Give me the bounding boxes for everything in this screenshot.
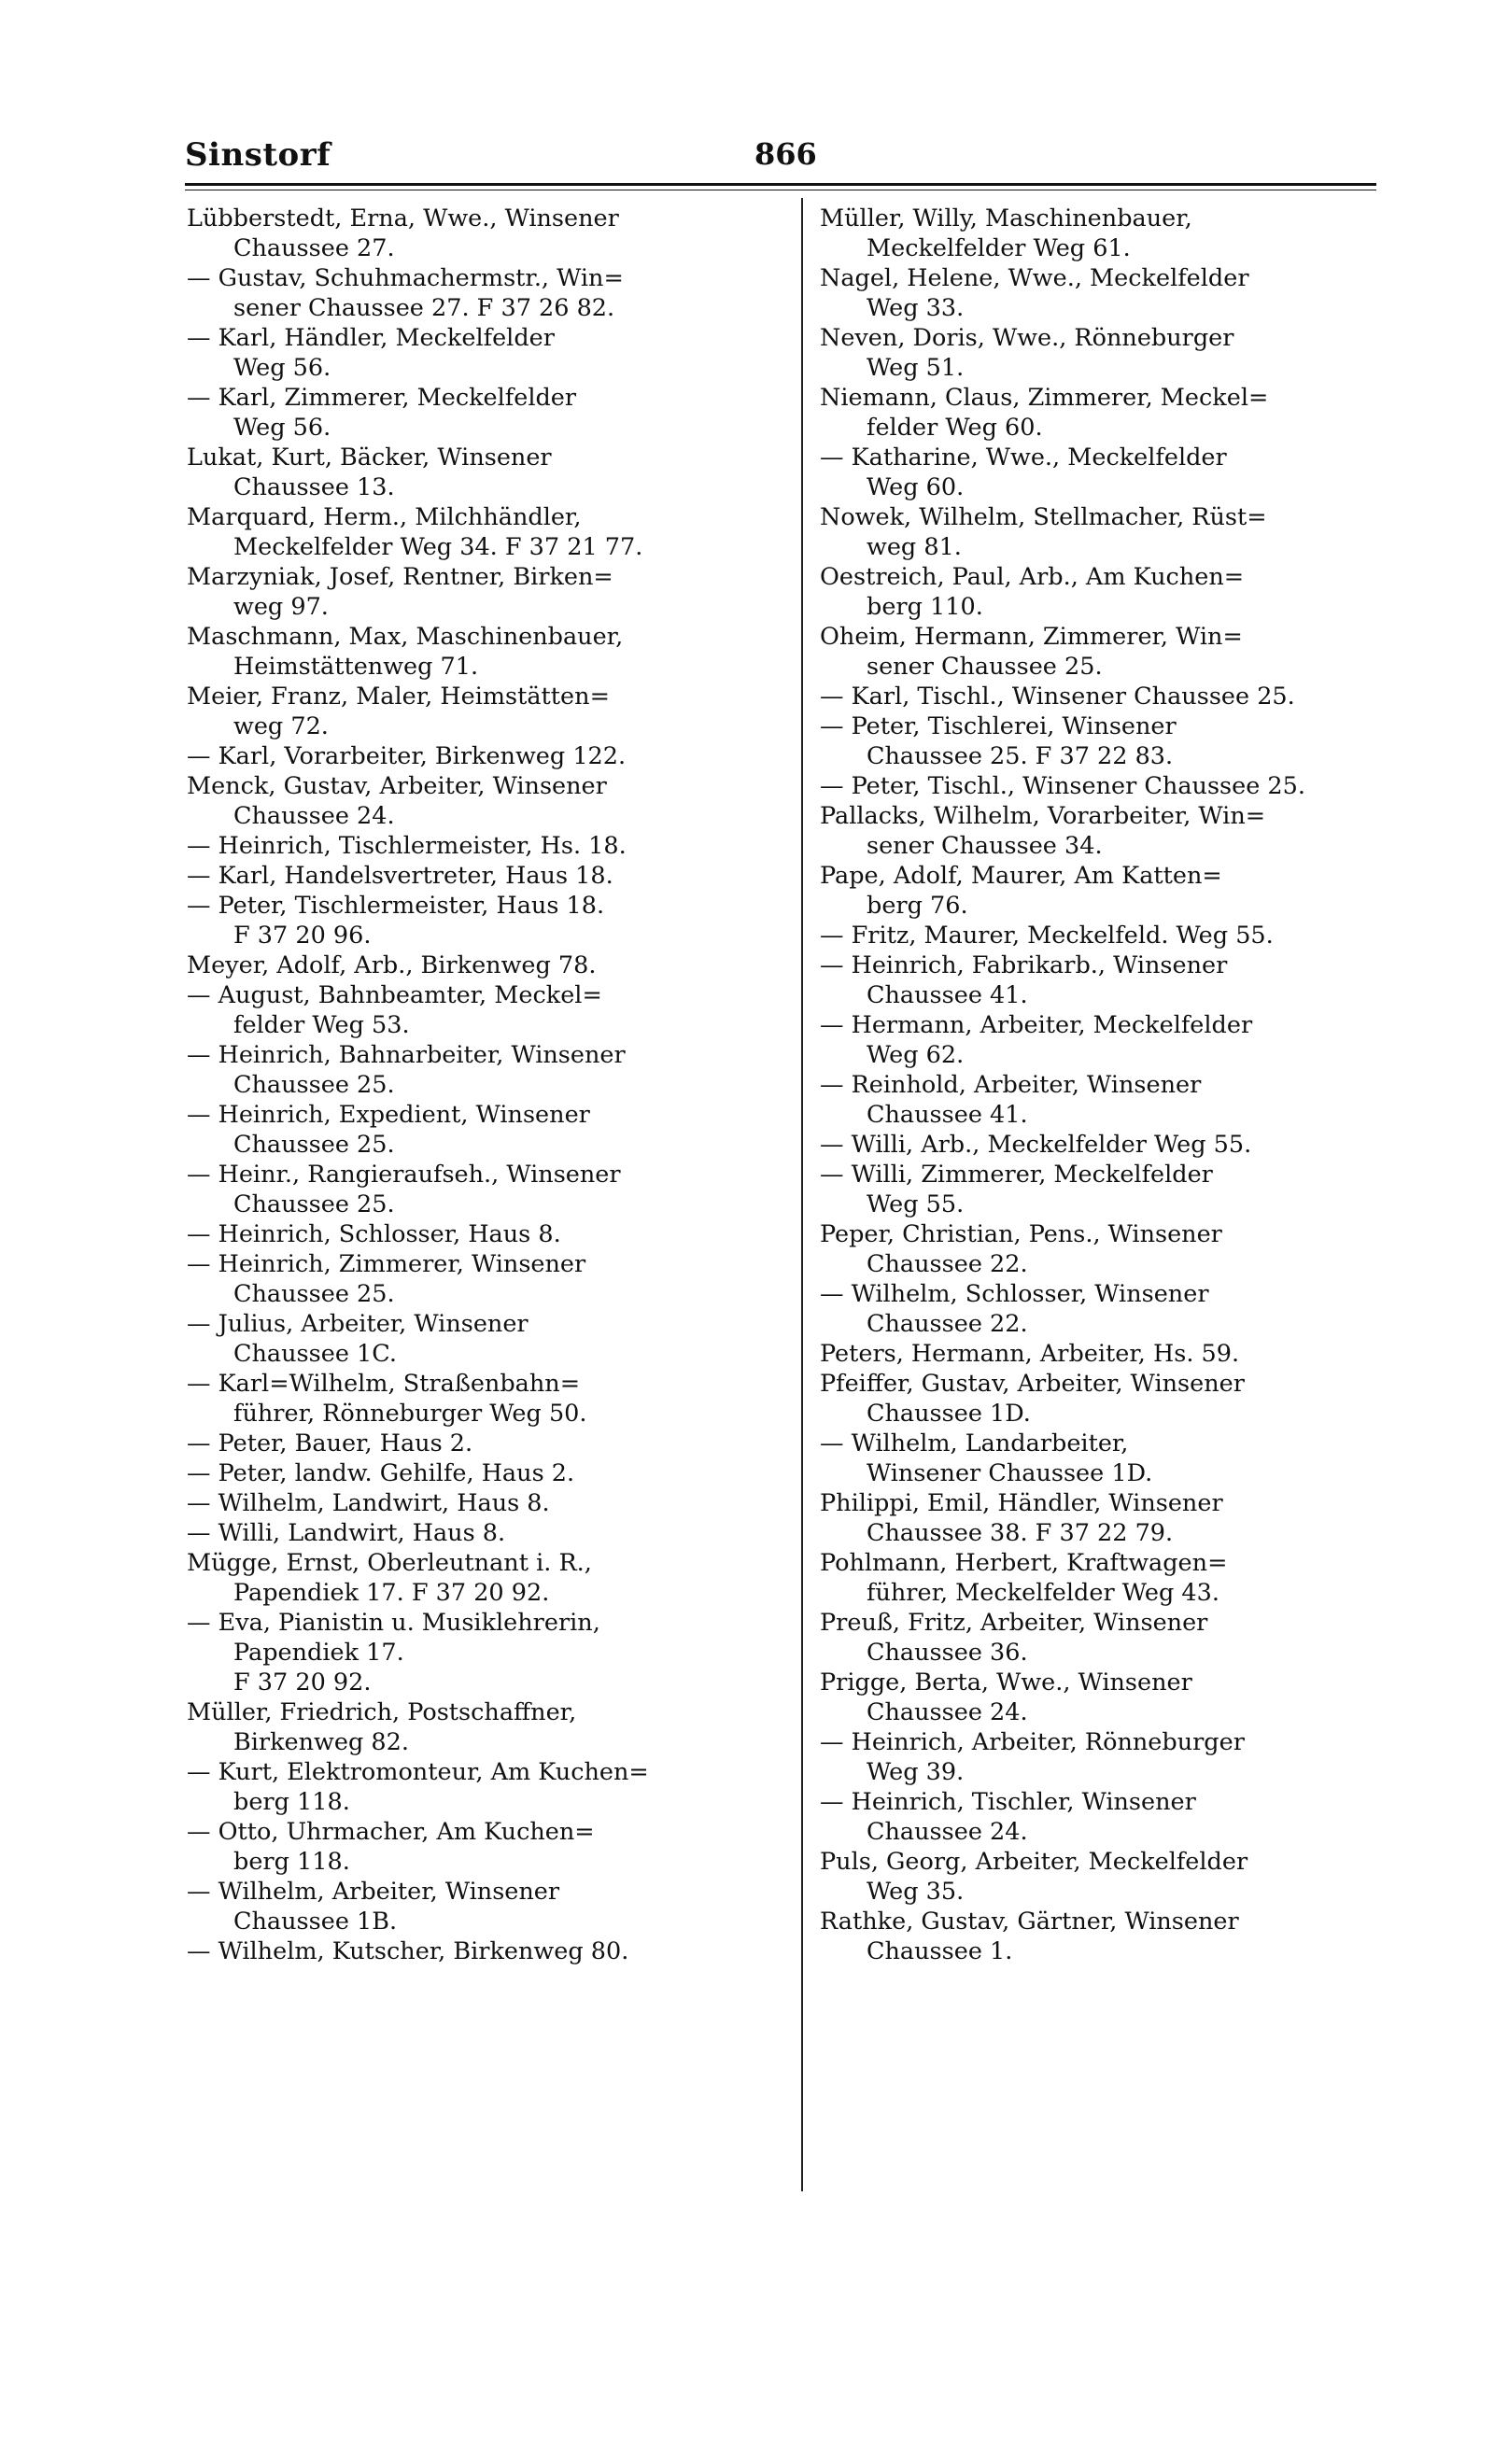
page-number: 866 [754, 136, 817, 172]
header-rule-thick [185, 183, 1376, 186]
directory-entry [187, 682, 784, 741]
entry-line: Preuß, Fritz, Arbeiter, Winsener [820, 1609, 1208, 1637]
directory-entry [820, 562, 1378, 622]
entry-line: Pohlmann, Herbert, Kraftwagen= [820, 1549, 1228, 1577]
entry-continuation-line: berg 76. [867, 892, 968, 920]
directory-entry [187, 1877, 784, 1936]
entry-line: — Heinrich, Tischlermeister, Hs. 18. [187, 832, 627, 860]
entry-continuation-line: Chaussee 24. [233, 802, 395, 830]
entry-line: — Katharine, Wwe., Meckelfelder [820, 444, 1227, 472]
directory-entry [187, 1608, 784, 1697]
entry-continuation-line: Weg 39. [867, 1758, 965, 1786]
entry-continuation-line: Chaussee 13. [233, 473, 395, 501]
entry-continuation-line: Chaussee 41. [867, 981, 1028, 1009]
directory-entry [820, 1010, 1378, 1070]
directory-entry [820, 771, 1378, 801]
directory-entry [820, 1070, 1378, 1130]
entry-line: — Wilhelm, Landarbeiter, [820, 1429, 1129, 1457]
entry-line: Puls, Georg, Arbeiter, Meckelfelder [820, 1848, 1248, 1876]
directory-entry [820, 711, 1378, 771]
entry-line: — Karl=Wilhelm, Straßenbahn= [187, 1370, 581, 1398]
entry-line: — Heinrich, Zimmerer, Winsener [187, 1250, 586, 1278]
entry-line: Marzyniak, Josef, Rentner, Birken= [187, 563, 613, 591]
entry-line: — Peter, Tischl., Winsener Chaussee 25. [820, 772, 1305, 800]
directory-entry [820, 204, 1378, 263]
entry-line: Oheim, Hermann, Zimmerer, Win= [820, 623, 1243, 651]
entry-line: Pape, Adolf, Maurer, Am Katten= [820, 862, 1222, 890]
directory-entry [187, 1817, 784, 1877]
directory-entry [820, 1369, 1378, 1429]
entry-line: Mügge, Ernst, Oberleutnant i. R., [187, 1549, 592, 1577]
entry-line: Neven, Doris, Wwe., Rönneburger [820, 324, 1234, 352]
directory-entry [820, 1429, 1378, 1488]
entry-line: Maschmann, Max, Maschinenbauer, [187, 623, 624, 651]
entry-line: Peters, Hermann, Arbeiter, Hs. 59. [820, 1340, 1240, 1368]
entry-continuation-line: Birkenweg 82. [233, 1728, 409, 1756]
directory-entry [820, 1339, 1378, 1369]
entry-continuation-line: weg 81. [867, 533, 962, 561]
entry-line: — Karl, Händler, Meckelfelder [187, 324, 555, 352]
entry-line: — Kurt, Elektromonteur, Am Kuchen= [187, 1758, 649, 1786]
directory-entry [820, 682, 1378, 711]
directory-entry [820, 1130, 1378, 1160]
entry-continuation-line: Chaussee 22. [867, 1310, 1028, 1338]
directory-entry [187, 861, 784, 891]
entry-continuation-line: F 37 20 96. [233, 922, 372, 950]
directory-entry [187, 1309, 784, 1369]
entry-line: — Heinrich, Bahnarbeiter, Winsener [187, 1041, 626, 1069]
entry-line: Rathke, Gustav, Gärtner, Winsener [820, 1908, 1239, 1936]
entry-line: Lukat, Kurt, Bäcker, Winsener [187, 444, 552, 472]
directory-entry [187, 562, 784, 622]
entry-continuation-line: berg 110. [867, 593, 983, 621]
directory-entry [187, 1369, 784, 1429]
entry-line: — Wilhelm, Schlosser, Winsener [820, 1280, 1209, 1308]
directory-entry [187, 980, 784, 1040]
entry-line: — Wilhelm, Landwirt, Haus 8. [187, 1489, 550, 1517]
entry-line: Prigge, Berta, Wwe., Winsener [820, 1668, 1192, 1697]
entry-line: Meier, Franz, Maler, Heimstätten= [187, 683, 610, 711]
directory-entry [820, 323, 1378, 383]
entry-line: — Otto, Uhrmacher, Am Kuchen= [187, 1818, 595, 1846]
entry-continuation-line: Chaussee 27. [233, 234, 395, 262]
entry-continuation-line: Chaussee 41. [867, 1101, 1028, 1129]
directory-entry [187, 741, 784, 771]
entry-line: — Gustav, Schuhmachermstr., Win= [187, 264, 624, 292]
entry-continuation-line: Chaussee 1C. [233, 1340, 397, 1368]
directory-entry [820, 1548, 1378, 1608]
directory-entry [187, 1936, 784, 1966]
directory-entry [820, 263, 1378, 323]
directory-entry [187, 502, 784, 562]
entry-line: — Heinrich, Schlosser, Haus 8. [187, 1220, 561, 1248]
entry-continuation-line: Chaussee 24. [867, 1818, 1028, 1846]
entry-continuation-line: Heimstättenweg 71. [233, 653, 479, 681]
directory-entry [820, 1727, 1378, 1787]
directory-entry [187, 1429, 784, 1458]
directory-entry [820, 1219, 1378, 1279]
directory-entry [820, 1668, 1378, 1727]
directory-entry [820, 1279, 1378, 1339]
directory-entry [820, 950, 1378, 1010]
entry-continuation-line: Papendiek 17. [233, 1639, 404, 1667]
directory-entry [820, 861, 1378, 921]
entry-continuation-line: Chaussee 25. F 37 22 83. [867, 742, 1174, 770]
directory-entry [187, 204, 784, 263]
entry-continuation-line: Winsener Chaussee 1D. [867, 1459, 1153, 1487]
left-column [187, 204, 784, 1966]
page-header [185, 136, 1374, 183]
entry-line: Meyer, Adolf, Arb., Birkenweg 78. [187, 951, 597, 979]
entry-line: — Fritz, Maurer, Meckelfeld. Weg 55. [820, 922, 1274, 950]
directory-entry [820, 1608, 1378, 1668]
entry-continuation-line: felder Weg 53. [233, 1011, 410, 1039]
entry-continuation-line: Weg 56. [233, 414, 331, 442]
entry-line: — Heinrich, Expedient, Winsener [187, 1101, 590, 1129]
entry-line: — Willi, Landwirt, Haus 8. [187, 1519, 506, 1547]
entry-continuation-line: Chaussee 36. [867, 1639, 1028, 1667]
directory-entry [820, 921, 1378, 950]
directory-entry [187, 1757, 784, 1817]
directory-entry [820, 1787, 1378, 1847]
entry-line: Nowek, Wilhelm, Stellmacher, Rüst= [820, 503, 1267, 531]
entry-continuation-line: Chaussee 38. F 37 22 79. [867, 1519, 1174, 1547]
entry-line: — Hermann, Arbeiter, Meckelfelder [820, 1011, 1253, 1039]
header-place-name: Sinstorf [185, 136, 331, 174]
entry-continuation-line: Chaussee 25. [233, 1190, 395, 1218]
entry-line: Philippi, Emil, Händler, Winsener [820, 1489, 1223, 1517]
directory-entry [820, 622, 1378, 682]
entry-continuation-line: führer, Meckelfelder Weg 43. [867, 1579, 1219, 1607]
entry-line: Oestreich, Paul, Arb., Am Kuchen= [820, 563, 1245, 591]
entry-continuation-line: Chaussee 22. [867, 1250, 1028, 1278]
entry-line: — Peter, Tischlermeister, Haus 18. [187, 892, 605, 920]
entry-continuation-line: Chaussee 25. [233, 1280, 395, 1308]
entry-line: — August, Bahnbeamter, Meckel= [187, 981, 602, 1009]
right-column [820, 204, 1378, 1966]
directory-entry [187, 1219, 784, 1249]
entry-continuation-line: Chaussee 1. [867, 1937, 1013, 1965]
entry-line: Marquard, Herm., Milchhändler, [187, 503, 582, 531]
directory-entry [187, 383, 784, 443]
directory-entry [187, 1697, 784, 1757]
entry-line: Peper, Christian, Pens., Winsener [820, 1220, 1222, 1248]
entry-line: — Eva, Pianistin u. Musiklehrerin, [187, 1609, 600, 1637]
entry-line: Pallacks, Wilhelm, Vorarbeiter, Win= [820, 802, 1266, 830]
directory-entry [820, 1160, 1378, 1219]
directory-entry [820, 502, 1378, 562]
directory-entry [820, 1847, 1378, 1907]
entry-line: Niemann, Claus, Zimmerer, Meckel= [820, 384, 1269, 412]
entry-continuation-line: Weg 56. [233, 354, 331, 382]
entry-line: — Karl, Tischl., Winsener Chaussee 25. [820, 683, 1295, 711]
entry-line: — Reinhold, Arbeiter, Winsener [820, 1071, 1202, 1099]
directory-entry [187, 323, 784, 383]
directory-entry [187, 263, 784, 323]
entry-line: — Willi, Arb., Meckelfelder Weg 55. [820, 1131, 1252, 1159]
directory-entry [187, 1160, 784, 1219]
directory-entry [820, 383, 1378, 443]
entry-line: — Julius, Arbeiter, Winsener [187, 1310, 529, 1338]
entry-continuation-line: felder Weg 60. [867, 414, 1043, 442]
directory-entry [187, 1458, 784, 1488]
entry-line: — Karl, Zimmerer, Meckelfelder [187, 384, 577, 412]
directory-entry [187, 1040, 784, 1100]
entry-line: — Peter, landw. Gehilfe, Haus 2. [187, 1459, 575, 1487]
entry-line: — Willi, Zimmerer, Meckelfelder [820, 1161, 1213, 1189]
directory-entry [820, 1907, 1378, 1966]
directory-entry [187, 1249, 784, 1309]
entry-continuation-line: Chaussee 25. [233, 1071, 395, 1099]
entry-continuation-line: Weg 55. [867, 1190, 965, 1218]
entry-line: Pfeiffer, Gustav, Arbeiter, Winsener [820, 1370, 1245, 1398]
entry-line: — Wilhelm, Arbeiter, Winsener [187, 1878, 560, 1906]
directory-entry [187, 771, 784, 831]
entry-line: Menck, Gustav, Arbeiter, Winsener [187, 772, 607, 800]
entry-line: — Karl, Handelsvertreter, Haus 18. [187, 862, 613, 890]
entry-line: Müller, Friedrich, Postschaffner, [187, 1698, 577, 1726]
entry-line: — Heinr., Rangieraufseh., Winsener [187, 1161, 621, 1189]
entry-continuation-line: sener Chaussee 25. [867, 653, 1103, 681]
entry-line: — Heinrich, Fabrikarb., Winsener [820, 951, 1228, 979]
directory-entry [820, 443, 1378, 502]
entry-continuation-line: Chaussee 25. [233, 1131, 395, 1159]
entry-continuation-line: berg 118. [233, 1848, 350, 1876]
directory-entry [187, 1100, 784, 1160]
entry-line: — Karl, Vorarbeiter, Birkenweg 122. [187, 742, 627, 770]
entry-line: — Peter, Bauer, Haus 2. [187, 1429, 473, 1457]
entry-continuation-line: weg 72. [233, 712, 329, 740]
directory-entry [187, 831, 784, 861]
directory-entry [187, 1548, 784, 1608]
entry-continuation-line: Papendiek 17. F 37 20 92. [233, 1579, 550, 1607]
directory-entry [820, 801, 1378, 861]
entry-line: — Wilhelm, Kutscher, Birkenweg 80. [187, 1937, 629, 1965]
entry-continuation-line: Weg 62. [867, 1041, 965, 1069]
directory-entry [187, 950, 784, 980]
directory-entry [187, 622, 784, 682]
column-separator [801, 198, 803, 2191]
entry-continuation-line: Chaussee 1B. [233, 1908, 398, 1936]
entry-continuation-line: Weg 33. [867, 294, 965, 322]
entry-continuation-line: sener Chaussee 34. [867, 832, 1103, 860]
entry-continuation-line: Weg 60. [867, 473, 965, 501]
entry-continuation-line: führer, Rönneburger Weg 50. [233, 1400, 587, 1428]
entry-continuation-line: Weg 51. [867, 354, 965, 382]
directory-entry [187, 1518, 784, 1548]
entry-line: — Peter, Tischlerei, Winsener [820, 712, 1177, 740]
directory-entry [187, 1488, 784, 1518]
entry-continuation-line: Weg 35. [867, 1878, 965, 1906]
entry-continuation-line: berg 118. [233, 1788, 350, 1816]
entry-continuation-line: F 37 20 92. [233, 1668, 372, 1697]
entry-line: Müller, Willy, Maschinenbauer, [820, 204, 1192, 232]
entry-continuation-line: sener Chaussee 27. F 37 26 82. [233, 294, 615, 322]
entry-line: — Heinrich, Arbeiter, Rönneburger [820, 1728, 1245, 1756]
entry-continuation-line: weg 97. [233, 593, 329, 621]
entry-continuation-line: Meckelfelder Weg 61. [867, 234, 1131, 262]
entry-line: — Heinrich, Tischler, Winsener [820, 1788, 1196, 1816]
directory-entry [187, 443, 784, 502]
entry-line: Nagel, Helene, Wwe., Meckelfelder [820, 264, 1249, 292]
entry-continuation-line: Chaussee 1D. [867, 1400, 1031, 1428]
entry-line: Lübberstedt, Erna, Wwe., Winsener [187, 204, 619, 232]
directory-entry [187, 891, 784, 950]
entry-continuation-line: Meckelfelder Weg 34. F 37 21 77. [233, 533, 643, 561]
directory-entry [820, 1488, 1378, 1548]
entry-continuation-line: Chaussee 24. [867, 1698, 1028, 1726]
